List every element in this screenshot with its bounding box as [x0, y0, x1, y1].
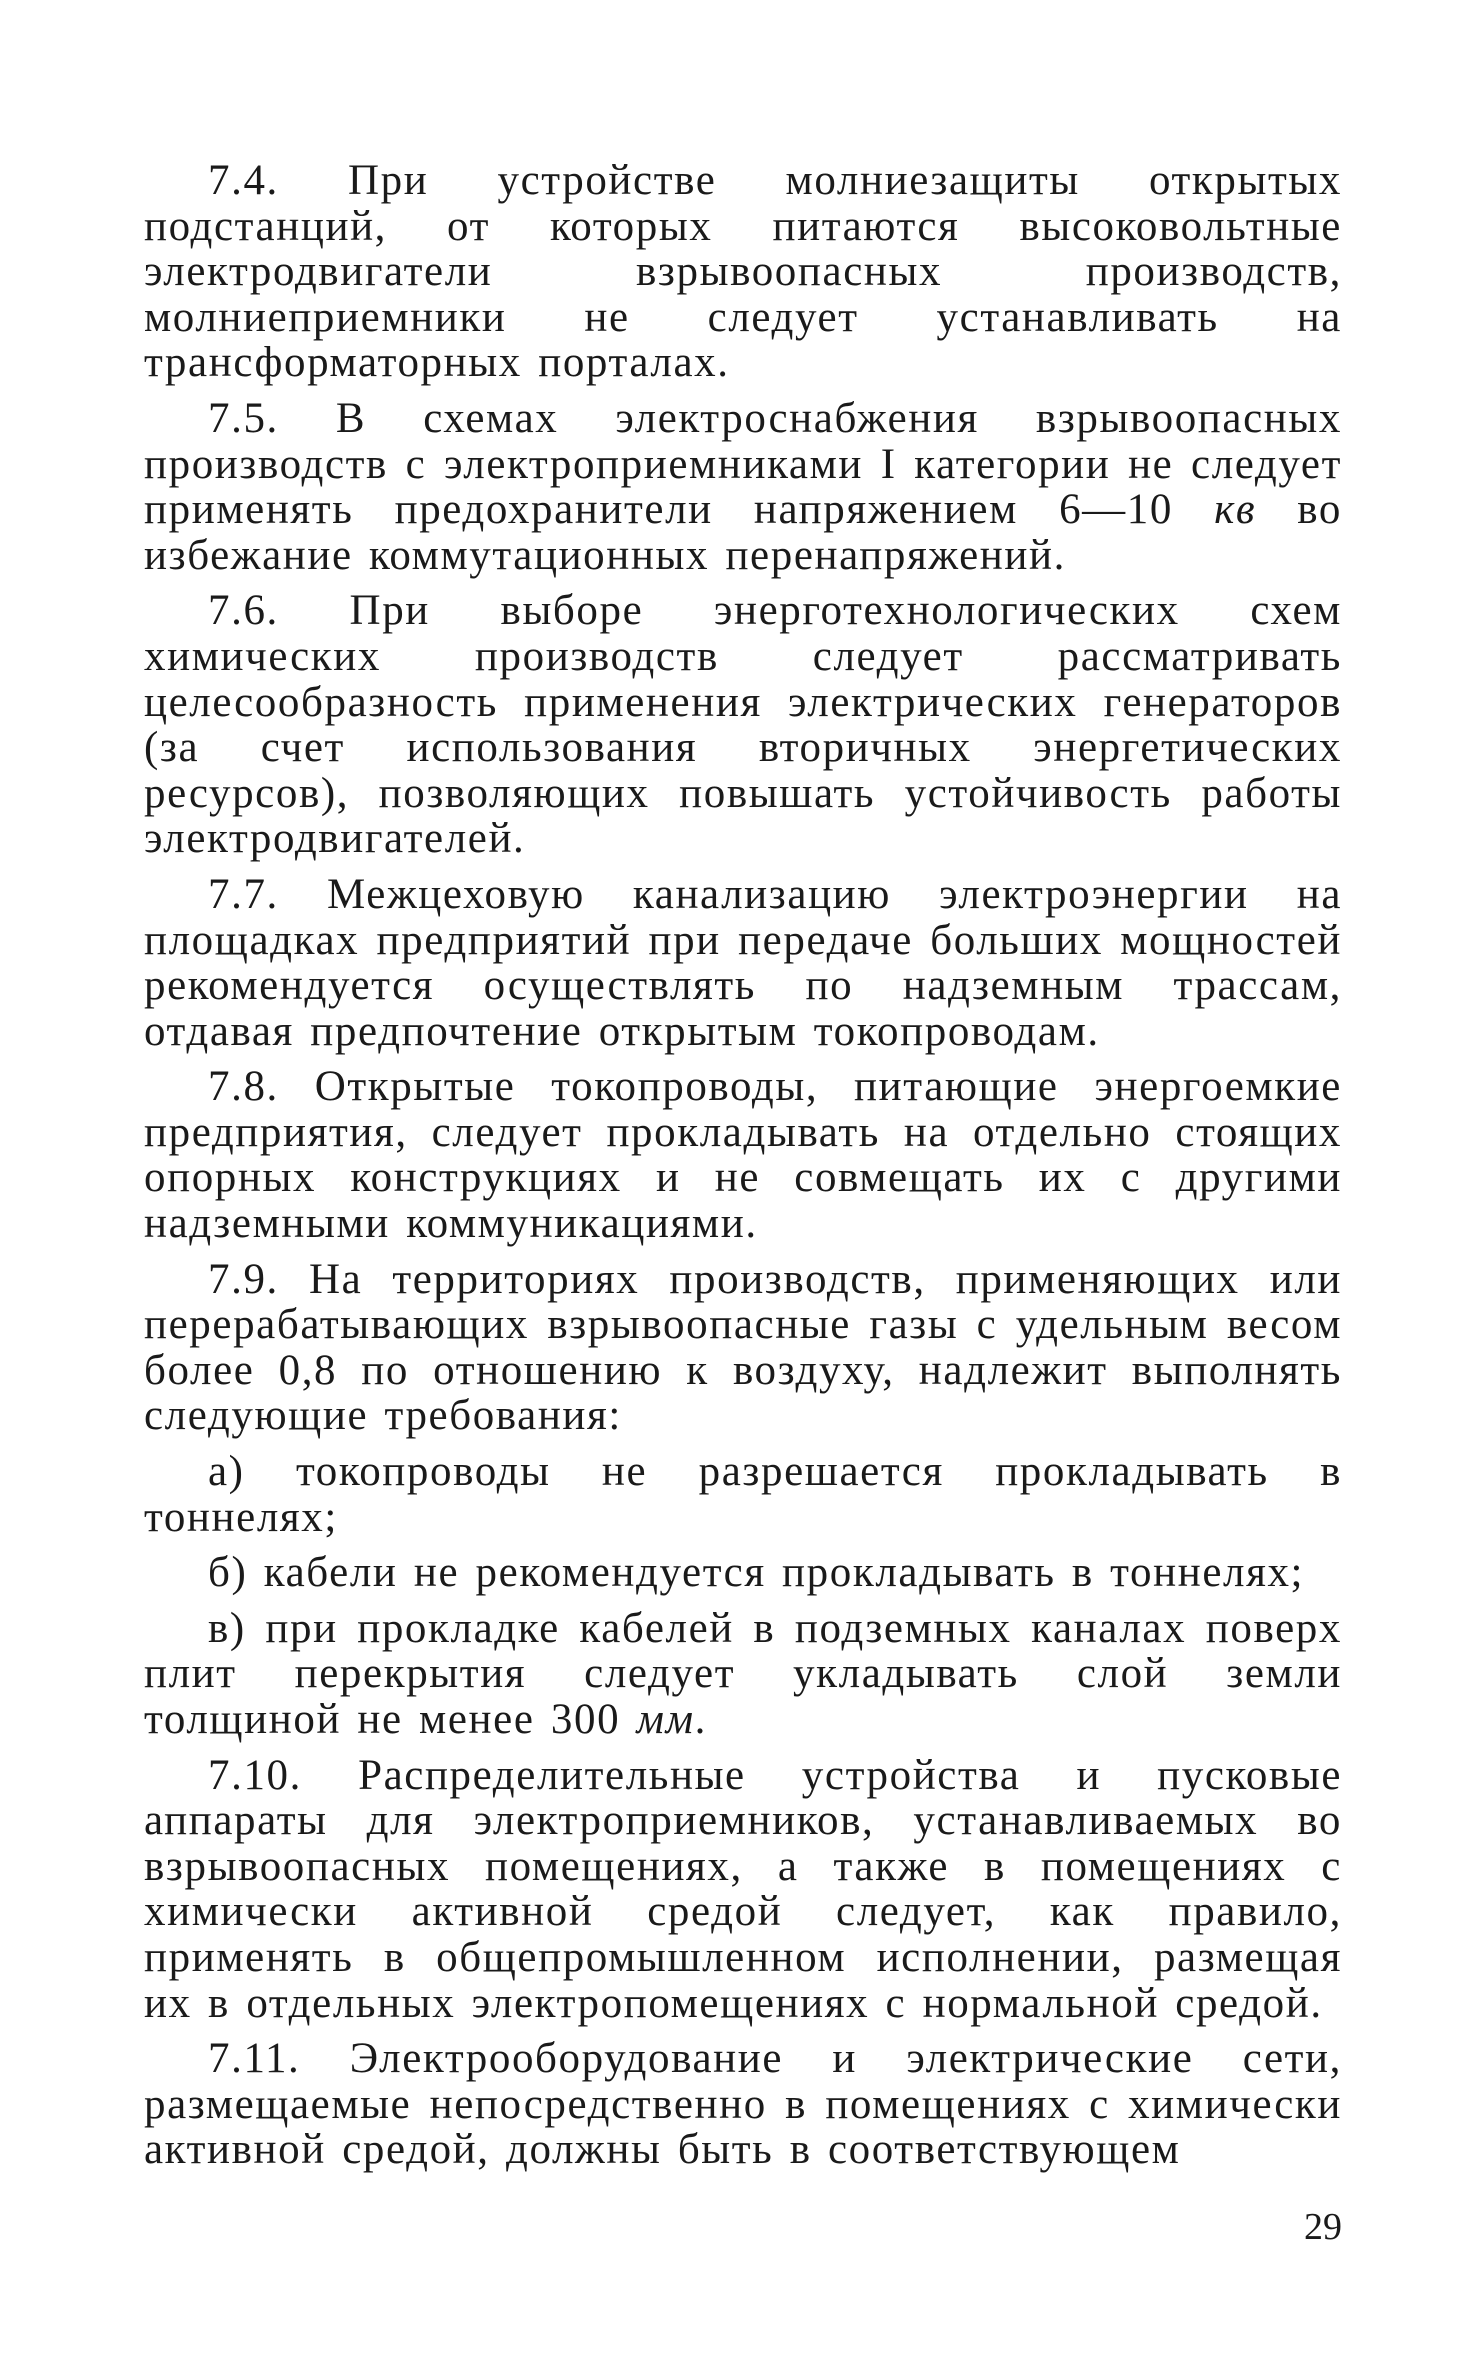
- paragraph-7-9: [144, 1257, 1342, 1439]
- paragraph-7-8: [144, 1064, 1342, 1246]
- paragraph-number: 7.11.: [208, 2035, 301, 2083]
- paragraph-number: 7.10.: [208, 1751, 302, 1799]
- page-number: 29: [1304, 2206, 1342, 2248]
- list-item-a: [144, 1449, 1342, 1540]
- document-page: [144, 158, 1342, 2183]
- list-item-b: [144, 1550, 1342, 1596]
- list-item-text: а) токопроводы не разрешается прокладывать в тоннелях;: [144, 1448, 1342, 1541]
- paragraph-text-continued: во избежание коммутационных перенапряжений.: [144, 486, 1342, 579]
- paragraph-text: При выборе энерготехнологических схем химических производств следует рассматривать целесообразность применения электрических генераторов (за счет использования вторичных энергетических ресурсов), позволяющих повышать устойчивость работы электродвигателей.: [144, 587, 1342, 863]
- paragraph-number: 7.6.: [208, 587, 279, 635]
- paragraph-number: 7.9.: [208, 1255, 279, 1303]
- list-item-text: в) при прокладке кабелей в подземных каналах поверх плит перекрытия следует укладывать слой земли толщиной не менее 300: [144, 1604, 1342, 1743]
- paragraph-number: 7.7.: [208, 870, 279, 918]
- paragraph-text: Межцеховую канализацию электроэнергии на площадках предприятий при передаче больших мощностей рекомендуется осуществлять по надземным трассам, отдавая предпочтение открытым токопроводам.: [144, 870, 1343, 1055]
- paragraph-text: В схемах электроснабжения взрывоопасных производств с электроприемниками I категории не следует применять предохранители напряжением 6—10: [144, 394, 1342, 534]
- paragraph-number: 7.5.: [208, 394, 279, 442]
- list-item-v: [144, 1606, 1342, 1743]
- unit-kv: кв: [1214, 486, 1257, 534]
- paragraph-7-10: [144, 1753, 1342, 2027]
- paragraph-number: 7.4.: [208, 157, 279, 204]
- paragraph-number: 7.8.: [208, 1063, 279, 1111]
- paragraph-7-5: [144, 396, 1342, 578]
- paragraph-text: Открытые токопроводы, питающие энергоемкие предприятия, следует прокладывать на отдельно стоящих опорных конструкциях и не совмещать их с другими надземными коммуникациями.: [144, 1063, 1342, 1248]
- unit-mm: мм: [636, 1696, 695, 1743]
- list-item-text: б) кабели не рекомендуется прокладывать в тоннелях;: [208, 1549, 1305, 1597]
- paragraph-7-4: [144, 158, 1342, 386]
- paragraph-7-7: [144, 872, 1342, 1054]
- paragraph-7-6: [144, 588, 1342, 862]
- paragraph-text: При устройстве молниезащиты открытых подстанций, от которых питаются высоковольтные электродвигатели взрывоопасных производств, молниеприемники не следует устанавливать на трансформаторных порталах.: [144, 157, 1342, 387]
- list-item-text-continued: .: [694, 1696, 707, 1743]
- paragraph-text: Распределительные устройства и пусковые аппараты для электроприемников, устанавливаемых во взрывоопасных помещениях, а также в помещениях с химически активной средой следует, как правило, применять в общепромышленном исполнении, размещая их в отдельных электропомещениях с нормальной средой.: [144, 1751, 1342, 2027]
- paragraph-7-11: [144, 2036, 1342, 2173]
- paragraph-text: Электрооборудование и электрические сети, размещаемые непосредственно в помещениях с химически активной средой, должны быть в соответствующем: [144, 2035, 1342, 2174]
- paragraph-text: На территориях производств, применяющих или перерабатывающих взрывоопасные газы с удельным весом более 0,8 по отношению к воздуху, надлежит выполнять следующие требования:: [144, 1255, 1342, 1440]
